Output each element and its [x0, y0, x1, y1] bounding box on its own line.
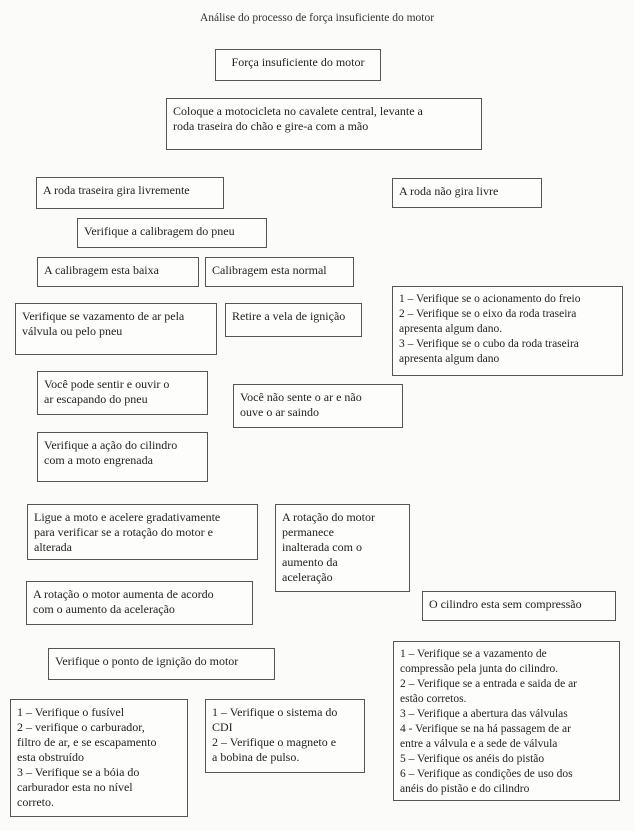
box-check-timing: Verifique o ponto de ignição do motor: [48, 648, 275, 680]
box-step1: Coloque a motocicleta no cavalete central, levante a roda traseira do chão e gire-a com a mão: [166, 98, 482, 150]
box-start-engine: Ligue a moto e acelere gradativamente para verificar se a rotação do motor e alterada: [27, 504, 258, 560]
box-check-pressure: Verifique a calibragem do pneu: [77, 218, 267, 248]
box-check-air-leak: Verifique se vazamento de ar pela válvula ou pelo pneu: [15, 303, 217, 355]
box-compression-checks: 1 – Verifique se a vazamento de compressão pela junta do cilindro. 2 – Verifique se a entrada e saida de ar estão corretos. 3 – Verifique a abertura das válvulas 4 - Verifique se na há passagem de ar entre a válvula e a sede de válvula 5 – Verifique os anéis do pistão 6 – Verifique as condições de uso dos anéis do pistão e do cilindro: [393, 641, 620, 801]
box-no-compression: O cilindro esta sem compressão: [422, 591, 616, 621]
box-rpm-increases: A rotação o motor aumenta de acordo com o aumento da aceleração: [26, 581, 253, 625]
box-brake-checks: 1 – Verifique se o acionamento do freio 2 – Verifique se o eixo da roda traseira apresenta algum dano. 3 – Verifique se o cubo da roda traseira apresenta algum dano: [392, 286, 623, 376]
box-rpm-unchanged: A rotação do motor permanece inalterada com o aumento da aceleração: [275, 504, 410, 592]
box-wheel-free: A roda traseira gira livremente: [36, 177, 224, 209]
box-cdi-checks: 1 – Verifique o sistema do CDI 2 – Verifique o magneto e a bobina de pulso.: [205, 699, 365, 773]
box-root: Força insuficiente do motor: [215, 49, 381, 81]
box-wheel-not-free: A roda não gira livre: [392, 178, 542, 208]
box-air-escaping: Você pode sentir e ouvir o ar escapando do pneu: [37, 371, 208, 415]
box-pressure-normal: Calibragem esta normal: [205, 257, 354, 287]
box-remove-plug: Retire a vela de ignição: [225, 303, 362, 337]
box-check-cylinder: Verifique a ação do cilindro com a moto engrenada: [37, 432, 208, 482]
box-fuel-checks: 1 – Verifique o fusível 2 – verifique o carburador, filtro de ar, e se escapamento esta obstruído 3 – Verifique se a bóia do carburador esta no nível correto.: [10, 699, 188, 817]
box-no-air: Você não sente o ar e não ouve o ar saindo: [233, 384, 403, 428]
diagram-title: Análise do processo de força insuficiente do motor: [199, 12, 435, 24]
box-pressure-low: A calibragem esta baixa: [37, 257, 199, 287]
